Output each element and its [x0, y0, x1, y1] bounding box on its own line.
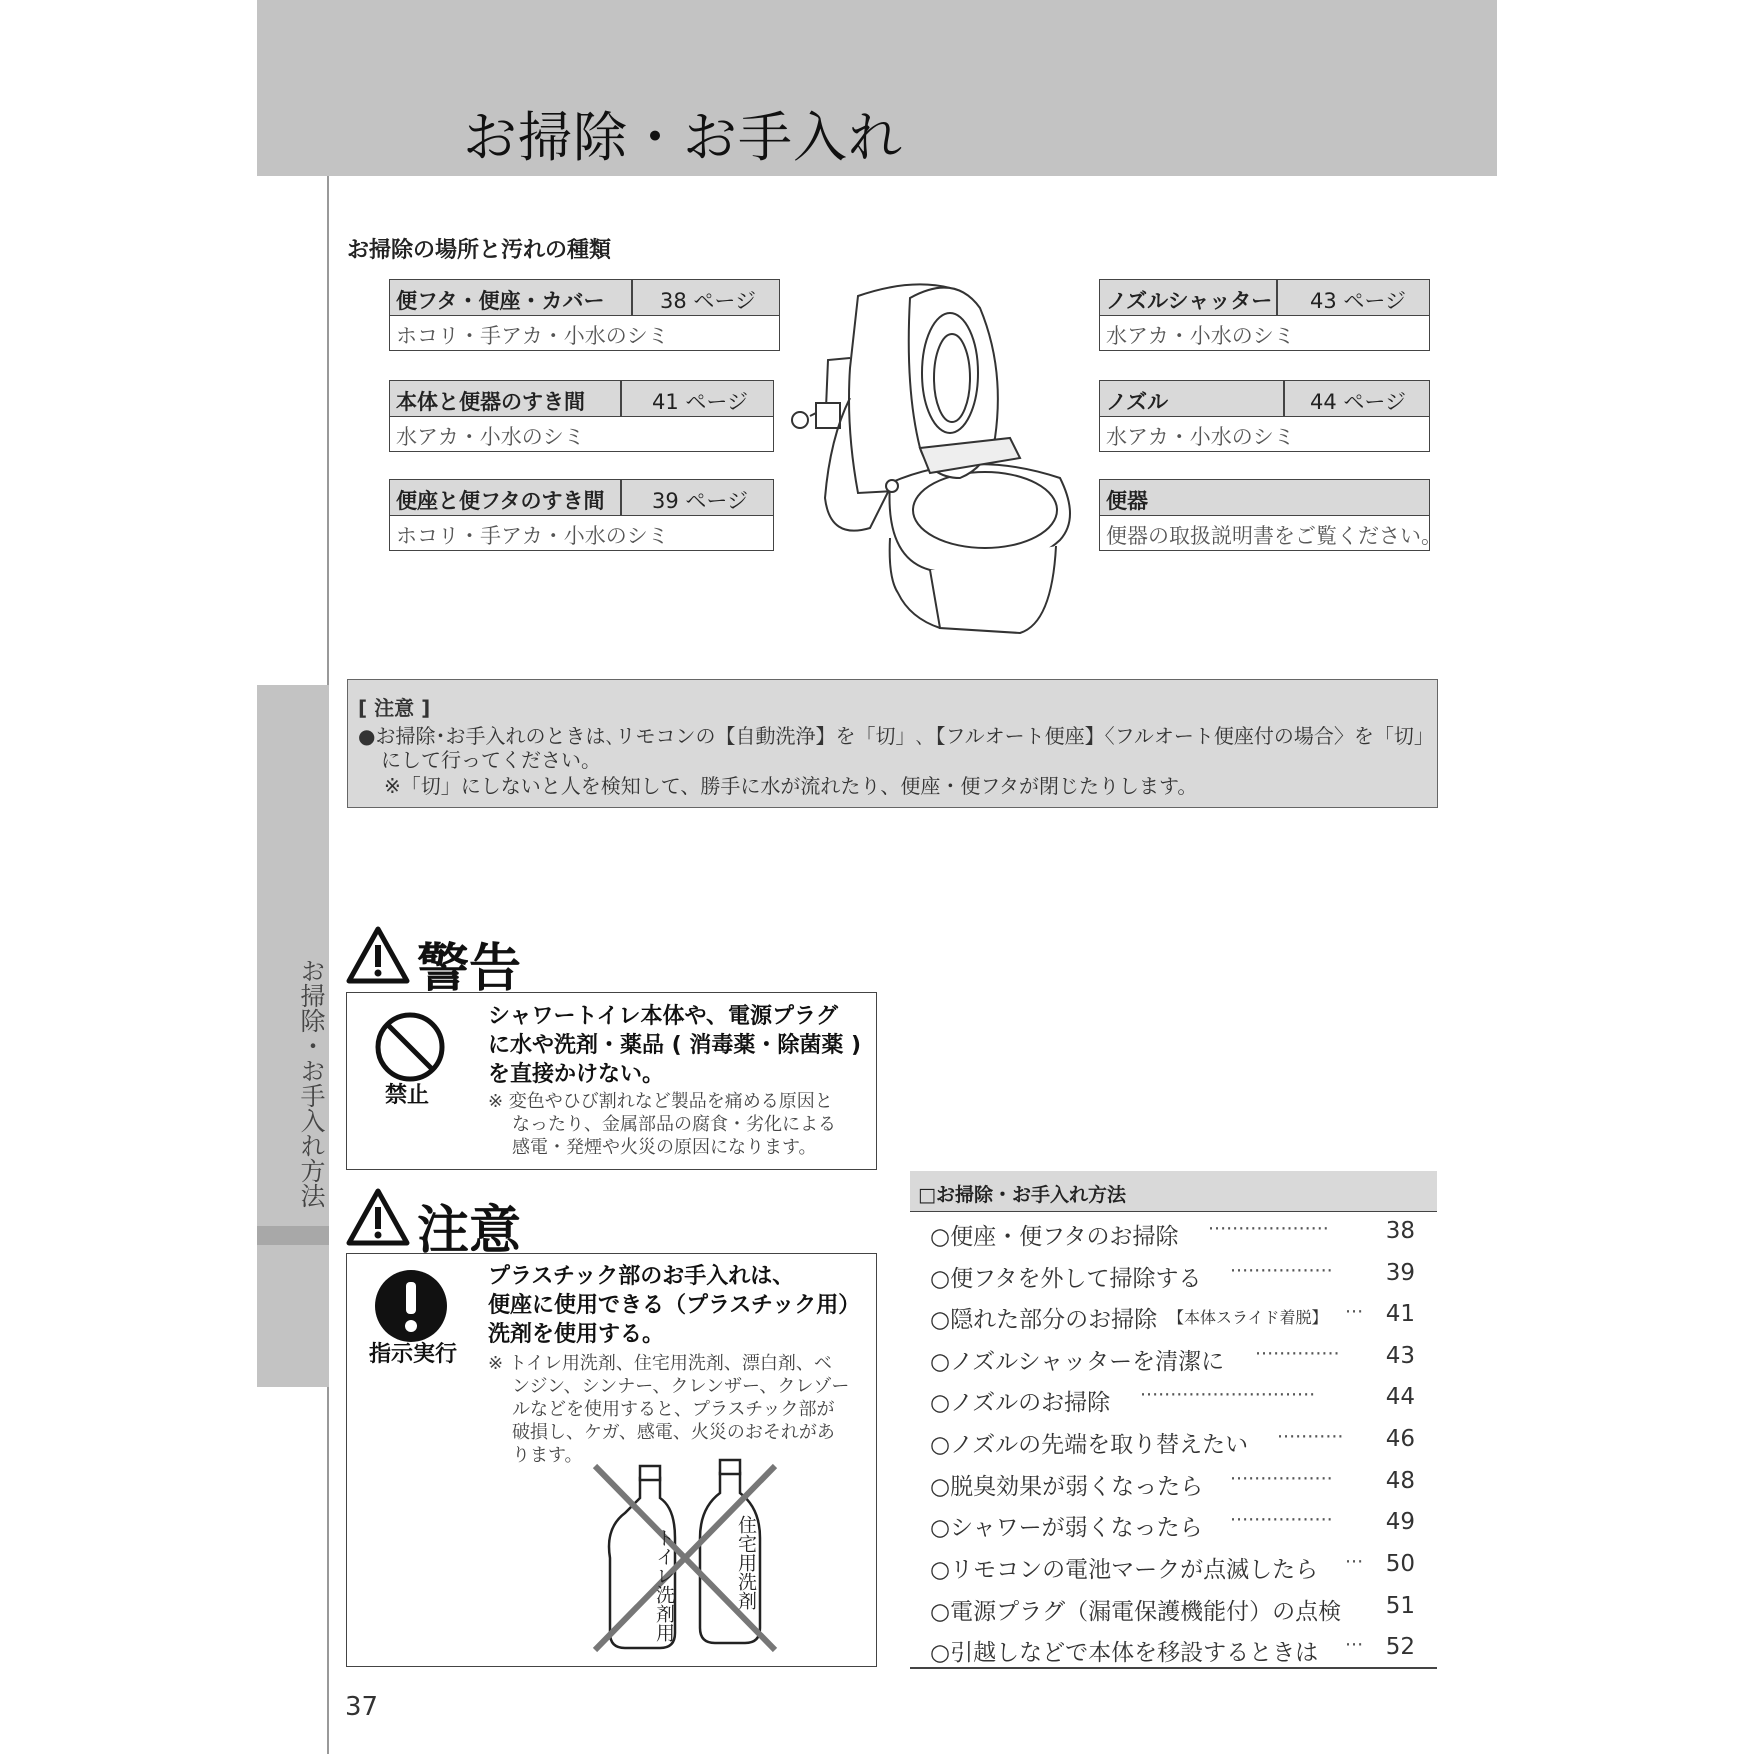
- toc-item-page: 50: [1385, 1551, 1415, 1577]
- caution-triangle-icon: [345, 1187, 411, 1247]
- toc-item-label: ○ノズルシャッターを清潔に: [930, 1349, 1225, 1375]
- toc-item-page: 44: [1385, 1384, 1415, 1410]
- toc-item[interactable]: [930, 1464, 1415, 1504]
- toc-item-page: 48: [1385, 1468, 1415, 1494]
- toc-item-page: 49: [1385, 1509, 1415, 1535]
- caution-text-line: 便座に使用できる（プラスチック用）: [488, 1293, 861, 1318]
- toc-item-label: ○シャワーが弱くなったら: [930, 1515, 1203, 1541]
- location-box-body-gap: [389, 380, 774, 452]
- toc-item-page: 43: [1385, 1343, 1415, 1369]
- toc-item-label: ○脱臭効果が弱くなったら: [930, 1474, 1204, 1500]
- caution-notice-line: ●お掃除･お手入れのときは､リモコンの【自動洗浄】を「切」､【フルオート便座】〈フルオート便座付の場合〉を「切」: [358, 724, 1434, 748]
- toc-item-dots: ····················: [1208, 1218, 1329, 1240]
- caution-note-line: ※ トイレ用洗剤、住宅用洗剤、漂白剤、ベ: [488, 1353, 832, 1374]
- location-page: 38 ページ: [660, 289, 756, 313]
- side-tab-label: お掃除・お手入れ方法: [297, 958, 326, 1208]
- toc-item-page: 41: [1385, 1301, 1415, 1327]
- location-box-nozzle: [1099, 380, 1430, 452]
- caution-note-line: 破損し、ケガ、感電、火災のおそれがあ: [512, 1422, 835, 1443]
- mandatory-action-label: 指示実行: [369, 1342, 458, 1367]
- prohibition-label: 禁止: [385, 1083, 430, 1108]
- toc-item[interactable]: [930, 1547, 1415, 1587]
- toc-item[interactable]: [930, 1630, 1415, 1670]
- toc-item[interactable]: [930, 1505, 1415, 1545]
- location-dirt: 水アカ・小水のシミ: [1106, 425, 1295, 449]
- bottle-label-toilet: トイレ洗剤用: [653, 1528, 675, 1642]
- mandatory-action-icon: [373, 1268, 449, 1344]
- location-dirt: 水アカ・小水のシミ: [1106, 324, 1295, 348]
- caution-heading: 注意: [417, 1201, 522, 1261]
- location-name: ノズル: [1106, 390, 1169, 414]
- toc-item[interactable]: [930, 1380, 1415, 1420]
- toc-item-dots: ·················: [1230, 1260, 1333, 1282]
- toc-title: □お掃除・お手入れ方法: [918, 1184, 1126, 1206]
- toc-item-label: ○隠れた部分のお掃除: [930, 1307, 1158, 1333]
- caution-note-line: ります。: [512, 1445, 583, 1466]
- toc-header: [910, 1171, 1437, 1212]
- location-name: 便座と便フタのすき間: [396, 489, 605, 513]
- location-page: 44 ページ: [1310, 390, 1406, 414]
- toc-item-dots: ·················: [1230, 1468, 1333, 1490]
- location-name: ノズルシャッター: [1106, 289, 1273, 313]
- warning-heading: 警告: [417, 939, 522, 999]
- warning-note-line: なったり、金属部品の腐食・劣化による: [512, 1114, 836, 1135]
- caution-text-line: 洗剤を使用する。: [488, 1322, 665, 1347]
- location-dirt: 水アカ・小水のシミ: [396, 425, 585, 449]
- toc-item-page: 52: [1385, 1634, 1415, 1660]
- toc-item-label: ○電源プラグ（漏電保護機能付）の点検: [930, 1599, 1342, 1625]
- location-dirt: 便器の取扱説明書をご覧ください。: [1106, 524, 1442, 548]
- location-box-bowl: [1099, 479, 1442, 551]
- toc-item[interactable]: [930, 1339, 1415, 1379]
- toc-item-page: 46: [1385, 1426, 1415, 1452]
- page-number: 37: [345, 1692, 379, 1722]
- warning-text-line: に水や洗剤・薬品 ( 消毒薬・除菌薬 ): [488, 1033, 862, 1058]
- toc-item-page: 39: [1385, 1260, 1415, 1286]
- caution-text-line: プラスチック部のお手入れは、: [488, 1264, 795, 1289]
- toc-item-dots: ·················: [1230, 1509, 1333, 1531]
- location-name: 便器: [1106, 489, 1148, 513]
- toc-item-dots: ···········: [1277, 1426, 1344, 1448]
- warning-note-line: ※ 変色やひび割れなど製品を痛める原因と: [488, 1091, 833, 1112]
- location-page: 39 ページ: [652, 489, 748, 513]
- location-name: 本体と便器のすき間: [396, 390, 585, 414]
- toc-item-label: ○ノズルのお掃除: [930, 1390, 1111, 1416]
- location-page: 41 ページ: [652, 390, 748, 414]
- bottle-label-household: 住宅用洗剤: [735, 1515, 757, 1610]
- caution-note-line: ンジン、シンナー、クレンザー、クレゾー: [512, 1376, 850, 1397]
- toilet-illustration: [780, 278, 1090, 638]
- toc-item-label: ○引越しなどで本体を移設するときは: [930, 1640, 1319, 1666]
- section-title: お掃除の場所と汚れの種類: [347, 238, 612, 263]
- toc-item-label: ○便座・便フタのお掃除: [930, 1224, 1179, 1250]
- location-dirt: ホコリ・手アカ・小水のシミ: [396, 524, 669, 548]
- toc-item-dots: ··············: [1255, 1343, 1340, 1365]
- toc-item-label: ○ノズルの先端を取り替えたい: [930, 1432, 1249, 1458]
- toc-item[interactable]: [930, 1589, 1415, 1629]
- toc-item-label: ○便フタを外して掃除する: [930, 1266, 1202, 1292]
- warning-note-line: 感電・発煙や火災の原因になります。: [512, 1137, 817, 1158]
- toc-item[interactable]: [930, 1297, 1415, 1337]
- toc-item-dots: ···: [1345, 1301, 1364, 1323]
- toc-item-tag: 【本体スライド着脱】: [1168, 1308, 1328, 1327]
- toc-item-dots: ···: [1345, 1551, 1364, 1573]
- warning-triangle-icon: [345, 925, 411, 985]
- toc-item[interactable]: [930, 1214, 1415, 1254]
- caution-notice-note: ※「切」にしないと人を検知して、勝手に水が流れたり、便座・便フタが閉じたりします。: [384, 774, 1198, 798]
- location-name: 便フタ・便座・カバー: [396, 289, 605, 313]
- location-box-nozzle-shutter: [1099, 279, 1430, 351]
- side-tab-marker: [257, 1226, 329, 1245]
- toc-bottom-rule: [910, 1667, 1437, 1669]
- caution-notice: [347, 679, 1438, 808]
- toc-item-dots: ·····························: [1140, 1384, 1316, 1406]
- toc-item-page: 38: [1385, 1218, 1415, 1244]
- location-box-seat-lid-gap: [389, 479, 774, 551]
- location-page: 43 ページ: [1310, 289, 1406, 313]
- warning-text-line: を直接かけない。: [488, 1062, 665, 1087]
- page-title: お掃除・お手入れ: [463, 106, 903, 169]
- toc-item-dots: ···: [1345, 1634, 1364, 1656]
- location-box-lid-seat: [389, 279, 780, 351]
- caution-notice-line: にして行ってください。: [381, 748, 601, 772]
- prohibition-icon: [373, 1010, 447, 1084]
- toc-item[interactable]: [930, 1256, 1415, 1296]
- toc-item[interactable]: [930, 1422, 1415, 1462]
- toc-item-page: 51: [1385, 1593, 1415, 1619]
- warning-text-line: シャワートイレ本体や、電源プラグ: [488, 1004, 839, 1029]
- toc-item-label: ○リモコンの電池マークが点滅したら: [930, 1557, 1319, 1583]
- location-dirt: ホコリ・手アカ・小水のシミ: [396, 324, 669, 348]
- caution-note-line: ルなどを使用すると、プラスチック部が: [512, 1399, 835, 1420]
- caution-notice-title: [ 注意 ]: [358, 696, 431, 720]
